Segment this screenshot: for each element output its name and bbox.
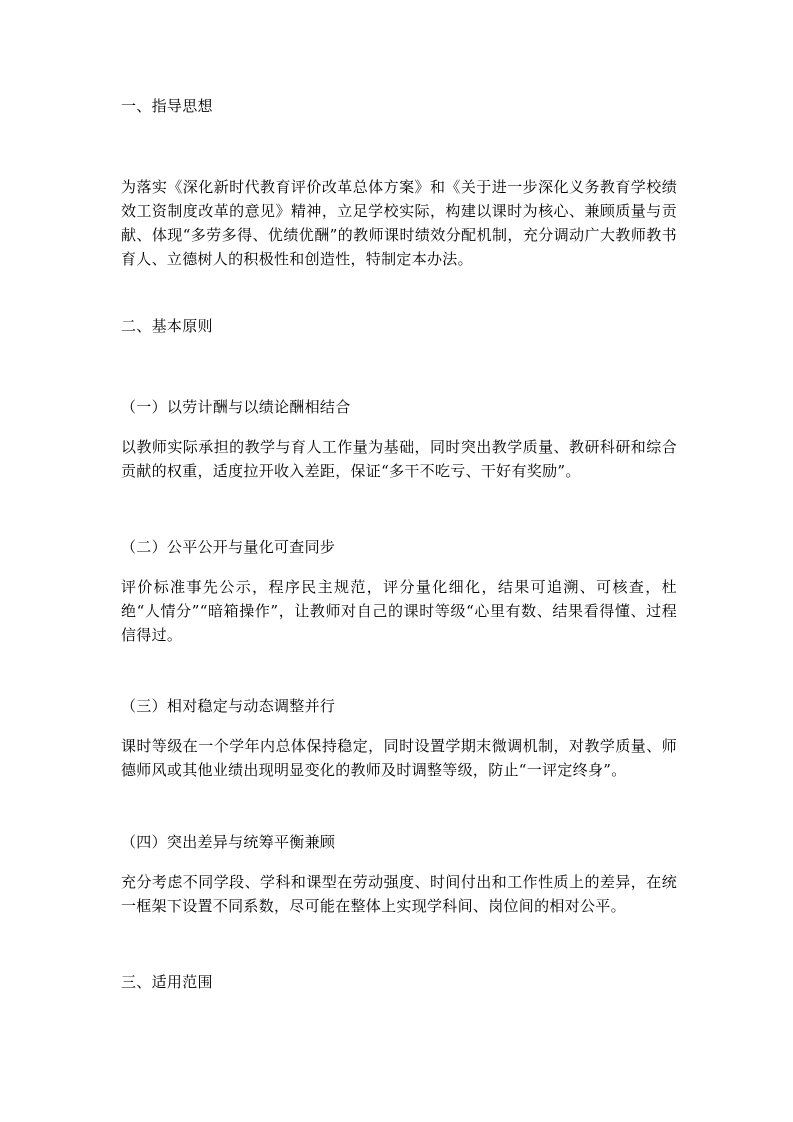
paragraph-guiding-ideology: 为落实《深化新时代教育评价改革总体方案》和《关于进一步深化义务教育学校绩效工资制度改革的意见》精神，立足学校实际，构建以课时为核心、兼顾质量与贡献、体现“多劳多得、优绩优酬”的教师课时绩效分配机制，充分调动广大教师教书育人、立德树人的积极性和创造性，特制定本办法。 (121, 178, 677, 268)
section-heading-scope: 三、适用范围 (121, 973, 213, 991)
subsection-heading-3: （三）相对稳定与动态调整并行 (121, 697, 336, 715)
subsection-paragraph-2: 评价标准事先公示，程序民主规范，评分量化细化，结果可追溯、可核查，杜绝“人情分”“暗箱操作”，让教师对自己的课时等级“心里有数、结果看得懂、过程信得过。 (121, 578, 677, 644)
subsection-paragraph-1: 以教师实际承担的教学与育人工作量为基础，同时突出教学质量、教研科研和综合贡献的权重，适度拉开收入差距，保证“多干不吃亏、干好有奖励”。 (121, 438, 677, 480)
subsection-heading-1: （一）以劳计酬与以绩论酬相结合 (121, 398, 351, 416)
subsection-paragraph-3: 课时等级在一个学年内总体保持稳定，同时设置学期末微调机制，对教学质量、师德师风或其他业绩出现明显变化的教师及时调整等级，防止“一评定终身”。 (121, 737, 677, 779)
section-heading-basic-principles: 二、基本原则 (121, 317, 213, 335)
subsection-paragraph-4: 充分考虑不同学段、学科和课型在劳动强度、时间付出和工作性质上的差异，在统一框架下设置不同系数，尽可能在整体上实现学科间、岗位间的相对公平。 (121, 873, 677, 915)
subsection-heading-2: （二）公平公开与量化可查同步 (121, 538, 336, 556)
section-heading-guiding-ideology: 一、指导思想 (121, 97, 213, 115)
subsection-heading-4: （四）突出差异与统筹平衡兼顾 (121, 833, 336, 851)
